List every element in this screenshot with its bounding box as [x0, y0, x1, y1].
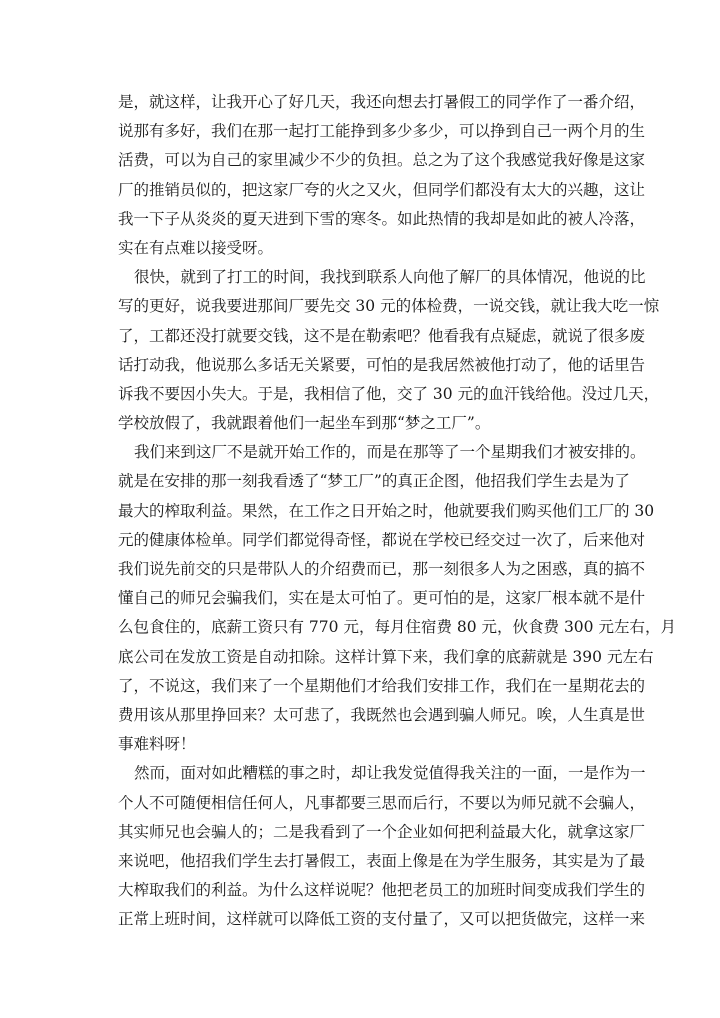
text-line: 就是在安排的那一刻我看透了“梦工厂”的真正企图，他招我们学生去是为了	[118, 472, 630, 491]
text-line: 元的健康体检单。同学们都觉得奇怪，都说在学校已经交过一次了，后来他对	[118, 530, 646, 549]
text-line: 活费，可以为自己的家里减少不少的负担。总之为了这个我感觉我好像是这家	[118, 151, 646, 170]
text-line: 其实师兄也会骗人的；二是我看到了一个企业如何把利益最大化，就拿这家厂	[118, 822, 646, 841]
text-line: 我一下子从炎炎的夏天进到下雪的寒冬。如此热情的我却是如此的被人冷落，	[118, 209, 646, 228]
text-line: 是，就这样，让我开心了好几天，我还向想去打暑假工的同学作了一番介绍，	[118, 93, 646, 111]
text-line: 学校放假了，我就跟着他们一起坐车到那“梦之工厂”。	[118, 414, 491, 433]
text-line: 最大的榨取利益。果然，在工作之日开始之时，他就要我们购买他们工厂的 30	[118, 501, 655, 520]
text-line: 么包食住的，底薪工资只有 770 元，每月住宿费 80 元，伙食费 300 元左右，月	[118, 618, 676, 637]
paragraph-4	[118, 759, 646, 934]
document-body	[118, 88, 676, 934]
text-line: 实在有点难以接受呀。	[118, 238, 274, 257]
text-line: 底公司在发放工资是自动扣除。这样计算下来，我们拿的底薪就是 390 元左右	[118, 647, 654, 666]
text-line: 了，工都还没打就要交钱，这不是在勒索吧？他看我有点疑虑，就说了很多废	[118, 326, 646, 345]
paragraph-2	[118, 263, 660, 438]
text-line: 我们说先前交的只是带队人的介绍费而已，那一刻很多人为之困惑，真的搞不	[118, 560, 646, 578]
paragraph-1	[118, 88, 646, 263]
text-line: 个人不可随便相信任何人，凡事都要三思而后行，不要以为师兄就不会骗人，	[118, 793, 646, 812]
paragraph-3	[118, 438, 676, 759]
text-line: 懂自己的师兄会骗我们，实在是太可怕了。更可怕的是，这家厂根本就不是什	[118, 589, 646, 608]
text-line: 事难料呀！	[118, 735, 196, 754]
text-line: 话打动我，他说那么多话无关紧要，可怕的是我居然被他打动了，他的话里告	[118, 355, 646, 374]
text-line: 来说吧，他招我们学生去打暑假工，表面上像是在为学生服务，其实是为了最	[118, 851, 646, 870]
text-line: 说那有多好，我们在那一起打工能挣到多少多少，可以挣到自己一两个月的生	[118, 122, 646, 141]
text-line: 很快，就到了打工的时间，我找到联系人向他了解厂的具体情况，他说的比	[134, 268, 646, 287]
text-line: 正常上班时间，这样就可以降低工资的支付量了，又可以把货做完，这样一来	[118, 910, 646, 929]
text-line: 诉我不要因小失大。于是，我相信了他，交了 30 元的血汗钱给他。没过几天，	[118, 384, 660, 403]
text-line: 写的更好，说我要进那间厂要先交 30 元的体检费，一说交钱，就让我大吃一惊	[118, 297, 660, 316]
text-line: 然而，面对如此糟糕的事之时，却让我发觉值得我关注的一面，一是作为一	[134, 764, 646, 783]
text-line: 费用该从那里挣回来？太可悲了，我既然也会遇到骗人师兄。唉，人生真是世	[118, 705, 646, 724]
text-line: 了，不说这，我们来了一个星期他们才给我们安排工作，我们在一星期花去的	[118, 676, 646, 695]
text-line: 我们来到这厂不是就开始工作的，而是在那等了一个星期我们才被安排的。	[134, 443, 646, 462]
text-line: 大榨取我们的利益。为什么这样说呢？他把老员工的加班时间变成我们学生的	[118, 881, 646, 900]
text-line: 厂的推销员似的，把这家厂夸的火之又火，但同学们都没有太大的兴趣，这让	[118, 180, 646, 199]
